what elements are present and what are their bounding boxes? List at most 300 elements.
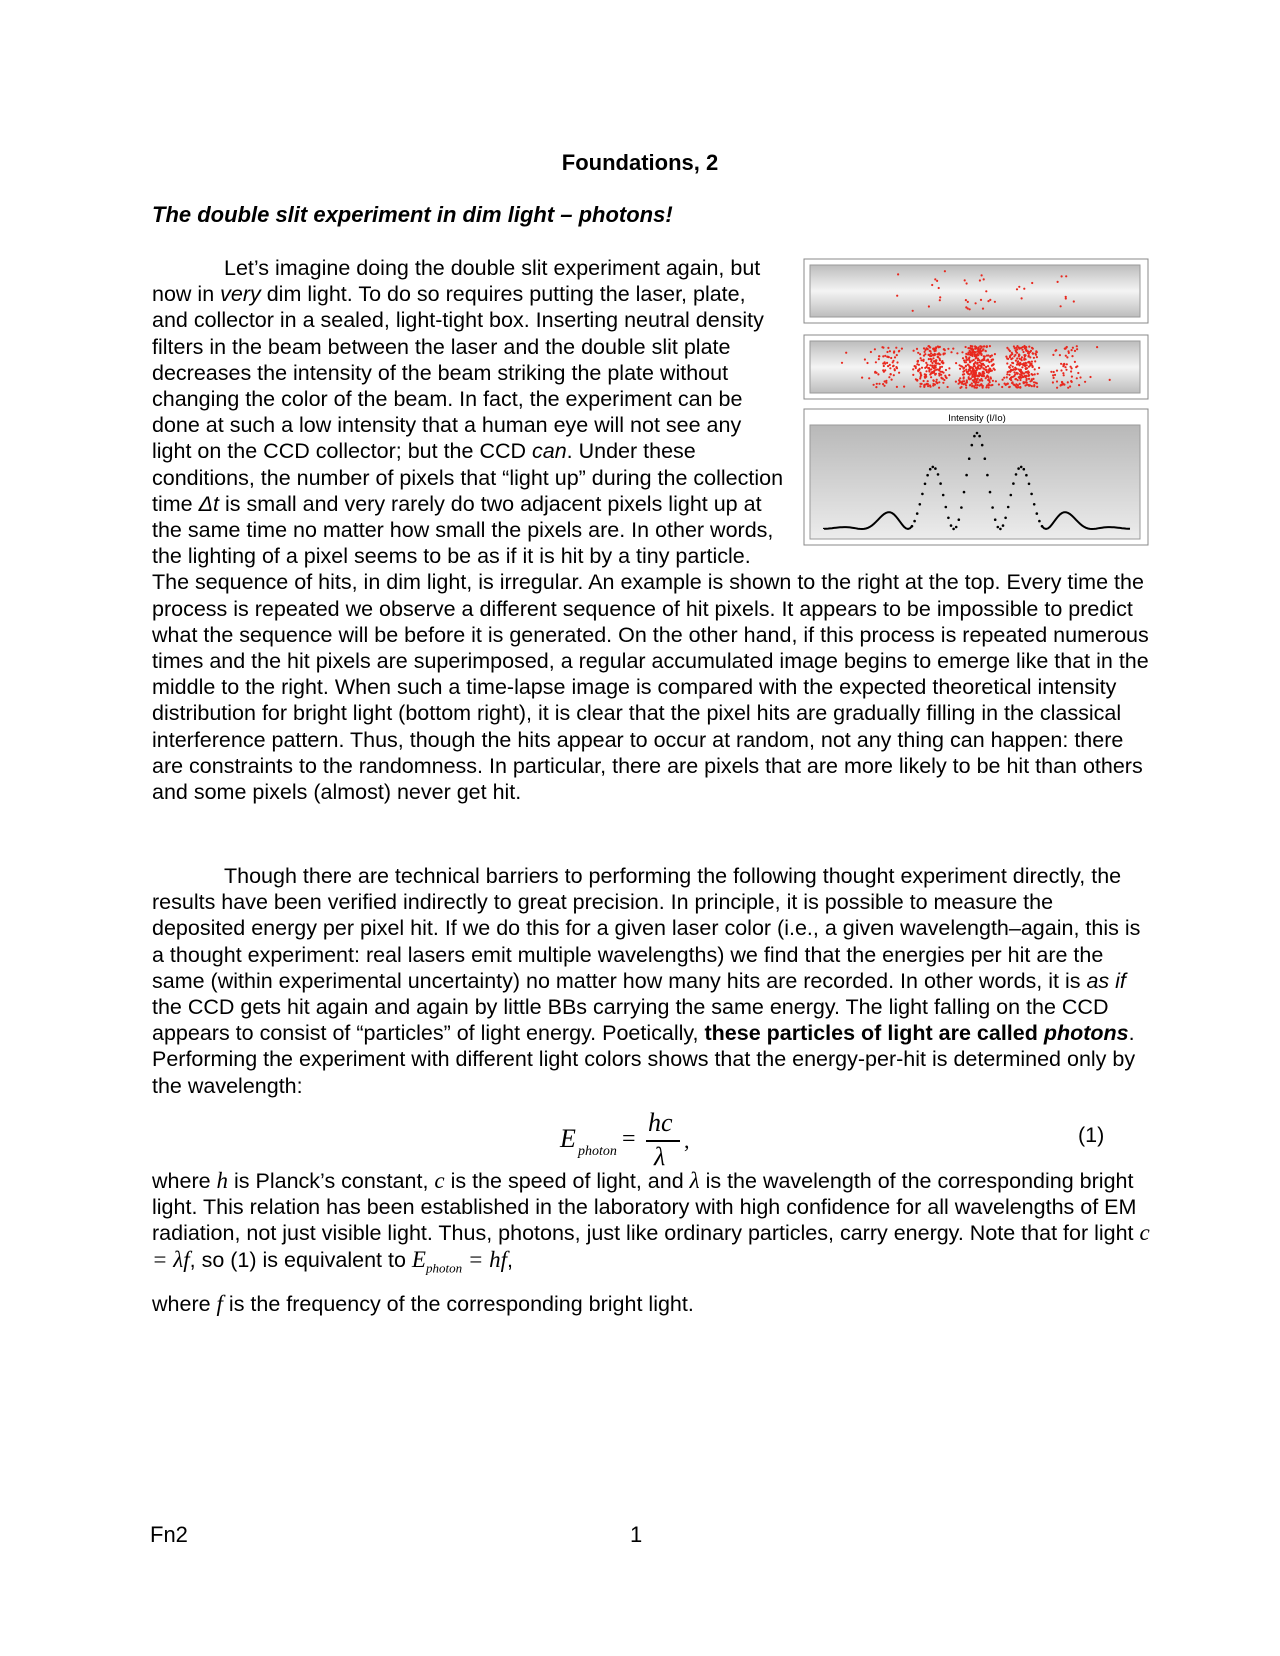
- hit-dot: [942, 382, 944, 384]
- hit-dot: [1109, 379, 1111, 381]
- hit-dot: [922, 360, 924, 362]
- hit-dot: [967, 301, 969, 303]
- hit-dot: [927, 367, 929, 369]
- curve-point: [942, 494, 945, 497]
- hit-dot: [1028, 346, 1030, 348]
- hit-dot: [1031, 282, 1033, 284]
- hit-dot: [897, 273, 899, 275]
- hit-dot: [924, 367, 926, 369]
- hit-dot: [958, 379, 960, 381]
- hit-dot: [1012, 362, 1014, 364]
- hit-dot: [914, 365, 916, 367]
- hit-dot: [977, 375, 979, 377]
- hit-dot: [1060, 305, 1062, 307]
- hit-dot: [936, 379, 938, 381]
- sparse-hits-panel: [810, 265, 1140, 317]
- hit-dot: [1065, 369, 1067, 371]
- hit-dot: [973, 369, 975, 371]
- page-title: Foundations, 2: [561, 150, 719, 175]
- hit-dot: [1019, 383, 1021, 385]
- hit-dot: [1031, 385, 1033, 387]
- hit-dot: [913, 350, 915, 352]
- hit-dot: [963, 376, 965, 378]
- hit-dot: [890, 373, 892, 375]
- hit-dot: [986, 370, 988, 372]
- hit-dot: [965, 359, 967, 361]
- hit-dot: [988, 383, 990, 385]
- hit-dot: [1072, 347, 1074, 349]
- hit-dot: [882, 362, 884, 364]
- hit-dot: [941, 371, 943, 373]
- hit-dot: [936, 382, 938, 384]
- hit-dot: [1010, 369, 1012, 371]
- hit-dot: [942, 362, 944, 364]
- hit-dot: [973, 353, 975, 355]
- hit-dot: [883, 365, 885, 367]
- hit-dot: [924, 376, 926, 378]
- hit-dot: [963, 370, 965, 372]
- hit-dot: [972, 367, 974, 369]
- hit-dot: [1067, 381, 1069, 383]
- curve-point: [1012, 482, 1015, 485]
- hit-dot: [1026, 375, 1028, 377]
- hit-dot: [983, 375, 985, 377]
- hit-dot: [1018, 353, 1020, 355]
- curve-point: [976, 432, 979, 435]
- hit-dot: [873, 384, 875, 386]
- hit-dot: [977, 384, 979, 386]
- hit-dot: [878, 355, 880, 357]
- hit-dot: [940, 374, 942, 376]
- hit-dot: [1065, 347, 1067, 349]
- hit-dot: [936, 280, 938, 282]
- hit-dot: [1056, 387, 1058, 389]
- hit-dot: [926, 383, 928, 385]
- hit-dot: [877, 373, 879, 375]
- curve-point: [1033, 503, 1036, 506]
- hit-dot: [987, 354, 989, 356]
- hit-dot: [920, 359, 922, 361]
- hit-dot: [1006, 362, 1008, 364]
- hit-dot: [952, 348, 954, 350]
- hit-dot: [1002, 379, 1004, 381]
- hit-dot: [965, 365, 967, 367]
- hit-dot: [1056, 370, 1058, 372]
- hit-dot: [981, 346, 983, 348]
- hit-dot: [979, 379, 981, 381]
- hit-dot: [891, 379, 893, 381]
- hit-dot: [926, 347, 928, 349]
- hit-dot: [948, 367, 950, 369]
- hit-dot: [1025, 362, 1027, 364]
- hit-dot: [933, 384, 935, 386]
- hit-dot: [919, 377, 921, 379]
- hit-dot: [972, 349, 974, 351]
- hit-dot: [841, 362, 843, 364]
- hit-dot: [968, 378, 970, 380]
- hit-dot: [1018, 368, 1020, 370]
- hit-dot: [1020, 371, 1022, 373]
- hit-dot: [935, 347, 937, 349]
- hit-dot: [928, 345, 930, 347]
- curve-point: [1015, 473, 1018, 476]
- hit-dot: [928, 358, 930, 360]
- hit-dot: [1015, 378, 1017, 380]
- hit-dot: [919, 353, 921, 355]
- hit-dot: [1059, 354, 1061, 356]
- hit-dot: [956, 352, 958, 354]
- hit-dot: [917, 370, 919, 372]
- hit-dot: [1017, 360, 1019, 362]
- hit-dot: [985, 386, 987, 388]
- hit-dot: [1021, 349, 1023, 351]
- hit-dot: [919, 368, 921, 370]
- hit-dot: [991, 359, 993, 361]
- curve-point: [1025, 474, 1028, 477]
- hit-dot: [925, 374, 927, 376]
- hit-dot: [981, 359, 983, 361]
- hit-dot: [890, 357, 892, 359]
- hit-dot: [876, 383, 878, 385]
- hit-dot: [1032, 352, 1034, 354]
- curve-point: [960, 506, 963, 509]
- curve-point: [955, 526, 958, 529]
- hit-dot: [982, 373, 984, 375]
- hit-dot: [920, 357, 922, 359]
- curve-point: [913, 520, 916, 523]
- hit-dot: [925, 362, 927, 364]
- hit-dot: [1028, 378, 1030, 380]
- hit-dot: [928, 370, 930, 372]
- hit-dot: [924, 351, 926, 353]
- hit-dot: [933, 380, 935, 382]
- hit-dot: [1023, 382, 1025, 384]
- curve-point: [984, 457, 987, 460]
- hit-dot: [1038, 367, 1040, 369]
- hit-dot: [882, 383, 884, 385]
- hit-dot: [919, 385, 921, 387]
- hit-dot: [1006, 347, 1008, 349]
- hit-dot: [944, 270, 946, 272]
- hit-dot: [1070, 370, 1072, 372]
- hit-dot: [1009, 378, 1011, 380]
- hit-dot: [976, 386, 978, 388]
- hit-dot: [987, 359, 989, 361]
- hit-dot: [1052, 374, 1054, 376]
- hit-dot: [978, 359, 980, 361]
- hit-dot: [962, 368, 964, 370]
- hit-dot: [935, 369, 937, 371]
- hit-dot: [984, 355, 986, 357]
- hit-dot: [945, 369, 947, 371]
- hit-dot: [939, 359, 941, 361]
- hit-dot: [974, 348, 976, 350]
- hit-dot: [976, 379, 978, 381]
- hit-dot: [1066, 356, 1068, 358]
- hit-dot: [1013, 345, 1015, 347]
- hit-dot: [889, 367, 891, 369]
- hit-dot: [1065, 355, 1067, 357]
- hit-dot: [896, 354, 898, 356]
- curve-point: [937, 473, 940, 476]
- hit-dot: [935, 360, 937, 362]
- hit-dot: [1063, 364, 1065, 366]
- curve-point: [1004, 517, 1007, 520]
- hit-dot: [973, 386, 975, 388]
- hit-dot: [1011, 382, 1013, 384]
- hit-dot: [1025, 367, 1027, 369]
- hit-dot: [930, 376, 932, 378]
- hit-dot: [1052, 381, 1054, 383]
- hit-dot: [888, 376, 890, 378]
- hit-dot: [1028, 366, 1030, 368]
- hit-dot: [1031, 363, 1033, 365]
- hit-dot: [1023, 288, 1025, 290]
- hit-dot: [886, 362, 888, 364]
- hit-dot: [1063, 384, 1065, 386]
- hit-dot: [1009, 350, 1011, 352]
- hit-dot: [1076, 365, 1078, 367]
- hit-dot: [960, 386, 962, 388]
- footer-label: Fn2: [150, 1522, 188, 1547]
- hit-dot: [1019, 358, 1021, 360]
- hit-dot: [1007, 383, 1009, 385]
- equation-photon-energy: E photon = hc λ ,: [560, 1108, 690, 1171]
- hit-dot: [925, 370, 927, 372]
- hit-dot: [912, 368, 914, 370]
- hit-dot: [934, 374, 936, 376]
- hit-dot: [980, 353, 982, 355]
- hit-dot: [1031, 380, 1033, 382]
- hit-dot: [1061, 381, 1063, 383]
- hit-dot: [1034, 360, 1036, 362]
- hit-dot: [1006, 373, 1008, 375]
- hit-dot: [884, 369, 886, 371]
- hit-dot: [939, 296, 941, 298]
- curve-point: [963, 491, 966, 494]
- hit-dot: [1078, 384, 1080, 386]
- hit-dot: [982, 349, 984, 351]
- hit-dot: [987, 300, 989, 302]
- hit-dot: [975, 384, 977, 386]
- hit-dot: [923, 384, 925, 386]
- hit-dot: [1031, 361, 1033, 363]
- hit-dot: [864, 358, 866, 360]
- hit-dot: [959, 368, 961, 370]
- curve-point: [973, 435, 976, 438]
- intensity-panel: [810, 425, 1140, 539]
- hit-dot: [1060, 369, 1062, 371]
- hit-dot: [1065, 296, 1067, 298]
- hit-dot: [976, 351, 978, 353]
- hit-dot: [991, 384, 993, 386]
- hit-dot: [921, 367, 923, 369]
- hit-dot: [894, 368, 896, 370]
- hit-dot: [882, 355, 884, 357]
- hit-dot: [965, 346, 967, 348]
- hit-dot: [929, 364, 931, 366]
- hit-dot: [1036, 386, 1038, 388]
- hit-dot: [966, 282, 968, 284]
- hit-dot: [1018, 355, 1020, 357]
- hit-dot: [1009, 386, 1011, 388]
- hit-dot: [970, 345, 972, 347]
- hit-dot: [967, 347, 969, 349]
- hit-dot: [868, 377, 870, 379]
- hit-dot: [896, 386, 898, 388]
- curve-point: [947, 517, 950, 520]
- hit-dot: [1007, 358, 1009, 360]
- hit-dot: [1068, 352, 1070, 354]
- hit-dot: [973, 359, 975, 361]
- hit-dot: [931, 371, 933, 373]
- hit-dot: [1009, 367, 1011, 369]
- hit-dot: [1013, 384, 1015, 386]
- hit-dot: [912, 374, 914, 376]
- hit-dot: [1077, 372, 1079, 374]
- hit-dot: [1053, 377, 1055, 379]
- hit-dot: [971, 382, 973, 384]
- hit-dot: [1034, 368, 1036, 370]
- hit-dot: [1022, 351, 1024, 353]
- curve-point: [1028, 483, 1031, 486]
- hit-dot: [916, 348, 918, 350]
- curve-point: [1038, 520, 1041, 523]
- hit-dot: [1035, 382, 1037, 384]
- hit-dot: [934, 350, 936, 352]
- hit-dot: [988, 386, 990, 388]
- hit-dot: [973, 372, 975, 374]
- hit-dot: [918, 364, 920, 366]
- curve-point: [921, 493, 924, 496]
- hit-dot: [1028, 361, 1030, 363]
- hit-dot: [983, 345, 985, 347]
- hit-dot: [975, 375, 977, 377]
- curve-point: [1030, 493, 1033, 496]
- hit-dot: [943, 348, 945, 350]
- hit-dot: [982, 308, 984, 310]
- hit-dot: [933, 347, 935, 349]
- hit-dot: [965, 299, 967, 301]
- hit-dot: [1034, 373, 1036, 375]
- hit-dot: [1013, 371, 1015, 373]
- hit-dot: [969, 384, 971, 386]
- photon-energy-inline: $E_{photon}$ = hf: [411, 1246, 508, 1276]
- hit-dot: [1010, 364, 1012, 366]
- hit-dot: [976, 381, 978, 383]
- hit-dot: [878, 358, 880, 360]
- hit-dot: [892, 360, 894, 362]
- hit-dot: [1065, 275, 1067, 277]
- curve-point: [991, 506, 994, 509]
- hit-dot: [1061, 275, 1063, 277]
- hit-dot: [959, 364, 961, 366]
- hit-dot: [1010, 358, 1012, 360]
- hit-dot: [961, 351, 963, 353]
- hit-dot: [1071, 376, 1073, 378]
- hit-dot: [1073, 300, 1075, 302]
- hit-dot: [971, 355, 973, 357]
- hit-dot: [973, 381, 975, 383]
- hit-dot: [933, 354, 935, 356]
- hit-dot: [941, 366, 943, 368]
- hit-dot: [947, 386, 949, 388]
- hit-dot: [938, 346, 940, 348]
- curve-point: [965, 474, 968, 477]
- hit-dot: [977, 348, 979, 350]
- hit-dot: [937, 356, 939, 358]
- hit-dot: [1026, 384, 1028, 386]
- hit-dot: [994, 301, 996, 303]
- hit-dot: [964, 382, 966, 384]
- hit-dot: [893, 374, 895, 376]
- hit-dot: [1052, 354, 1054, 356]
- hit-dot: [884, 355, 886, 357]
- hit-dot: [1009, 356, 1011, 358]
- hit-dot: [1022, 363, 1024, 365]
- hit-dot: [1025, 348, 1027, 350]
- curve-point: [999, 528, 1002, 531]
- hit-dot: [935, 367, 937, 369]
- hit-dot: [1016, 386, 1018, 388]
- hit-dot: [1023, 354, 1025, 356]
- hit-dot: [1019, 387, 1021, 389]
- paragraph-2: Though there are technical barriers to performing the following thought experiment directly, the results have been verified indirectly to great precision. In principle, it is possible to measure the deposited energy per pixel hit. If we do this for a given laser color (i.e., a given wavelength–again, this is a thought experiment: real lasers emit multiple wavelengths) we find that the energies per hit are the same (within experimental uncertainty) no matter how many hits are recorded. In other words, it is as if the CCD gets hit again and again by little BBs carrying the same energy. The light falling on the CCD appears to consist of “particles” of light energy. Poetically, these particles of light are called photons. Performing the experiment with different light colors shows that the energy-per-hit is determined only by the wavelength:: [152, 864, 1141, 1098]
- curve-point: [1041, 525, 1044, 528]
- hit-dot: [965, 306, 967, 308]
- hit-dot: [1021, 356, 1023, 358]
- hit-dot: [928, 305, 930, 307]
- hit-dot: [883, 385, 885, 387]
- hit-dot: [1026, 378, 1028, 380]
- hit-dot: [945, 376, 947, 378]
- hit-dot: [998, 383, 1000, 385]
- hit-dot: [1055, 349, 1057, 351]
- hit-dot: [1071, 381, 1073, 383]
- hit-dot: [1023, 359, 1025, 361]
- hit-dot: [1033, 357, 1035, 359]
- hit-dot: [939, 299, 941, 301]
- hit-dot: [981, 363, 983, 365]
- hit-dot: [870, 351, 872, 353]
- hit-dot: [1064, 366, 1066, 368]
- hit-dot: [994, 353, 996, 355]
- hit-dot: [1067, 387, 1069, 389]
- curve-point: [971, 444, 974, 447]
- hit-dot: [1018, 347, 1020, 349]
- hit-dot: [968, 353, 970, 355]
- hit-dot: [930, 355, 932, 357]
- hit-dot: [979, 279, 981, 281]
- curve-point: [994, 518, 997, 521]
- hit-dot: [978, 364, 980, 366]
- hit-dot: [977, 354, 979, 356]
- hit-dot: [988, 380, 990, 382]
- curve-point: [950, 524, 953, 527]
- hit-dot: [985, 290, 987, 292]
- hit-dot: [1076, 377, 1078, 379]
- hit-dot: [887, 347, 889, 349]
- hit-dot: [1021, 374, 1023, 376]
- hit-dot: [930, 358, 932, 360]
- curve-point: [1036, 512, 1039, 515]
- curve-point: [1002, 524, 1005, 527]
- hit-dot: [1019, 379, 1021, 381]
- hit-dot: [973, 363, 975, 365]
- hit-dot: [885, 382, 887, 384]
- hit-dot: [1033, 384, 1035, 386]
- hit-dot: [938, 381, 940, 383]
